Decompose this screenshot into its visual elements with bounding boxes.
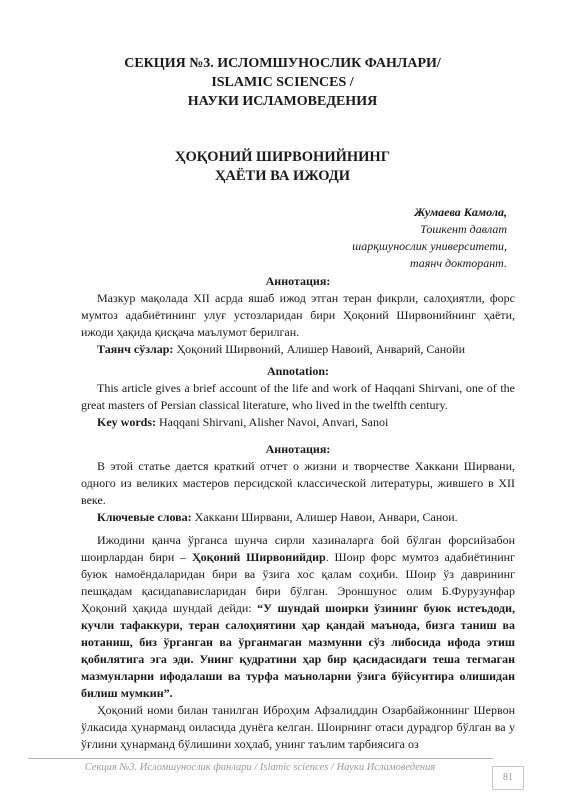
- abstract-uz-heading: Аннотация:: [265, 274, 331, 288]
- abstract-en: [81, 363, 515, 431]
- abstract-ru: [81, 441, 515, 526]
- section-heading-line-2: ISLAMIC SCIENCES /: [211, 75, 354, 90]
- author-affiliation-2: шарқшунослик университети,: [352, 239, 507, 253]
- body-p1-poet-name: Ҳоқоний Ширвонийдир: [191, 550, 326, 564]
- page-number: 81: [492, 766, 524, 790]
- author-block: [352, 204, 507, 272]
- abstract-en-text: This article gives a brief account of the life and work of Haqqani Shirvani, one of the great masters of Persian classical literature, who lived in the twelfth century.: [81, 381, 515, 412]
- body-p1-quote: “У шундай шоирки ўзининг буюк истеъдоди, кучли тафаккури, теран салоҳиятини ҳар қандай маънода, бизга таниш ва нотаниш, биз ўрганган ва ўрганмаган мазмунни сўз либосида ифода этиш қобилятига эга эди. Унинг қудратини ҳар бир қасидасидаги теша тегмаган мазмунларни ифодалаши ва турфа маъноларни ўзига бўйсунтира олишидан билиш мумкин”.: [81, 601, 515, 700]
- article-title-line-1: ҲОҚОНИЙ ШИРВОНИЙНИНГ: [175, 149, 390, 165]
- keywords-uz-label: Таянч сўзлар:: [97, 342, 174, 356]
- keywords-ru: [81, 509, 515, 526]
- author-position: таянч докторант.: [409, 256, 507, 270]
- footer-running-title: Секция №3. Исломшунослик фанлари / Islamic sciences / Науки Исламоведения: [84, 762, 436, 773]
- keywords-uz-text: Ҳоқоний Ширвоний, Алишер Навоий, Анварий, Санойи: [173, 342, 465, 356]
- keywords-ru-label: Ключевые слова:: [97, 510, 192, 524]
- keywords-ru-text: Хаккани Ширвани, Алишер Навои, Анвари, Санои.: [191, 510, 458, 524]
- body-p1-part-a: Ижодини қанча ўрганса шунча сирли хазиналарга бой бўлган форсийзабон шоирлардан бири –: [81, 533, 515, 564]
- article-title-line-2: ҲАЁТИ ВА ИЖОДИ: [214, 168, 351, 184]
- body-p1-part-c: . Шоир форс мумтоз адабиётининг буюк намоёндаларидан бири ва ўзига хос қалам соҳиби. Шоир ўз даврининг пешқадам қасидаnaвисларидан бири бўлган. Эроншунос олим Б.Фурузунфар Ҳоқоний ҳақида шундай дейди:: [81, 550, 516, 615]
- footer-divider: [28, 758, 493, 759]
- keywords-uz: [81, 341, 515, 358]
- author-name: Жумаева Камола,: [414, 205, 507, 219]
- section-heading-line-3: НАУКИ ИСЛАМОВЕДЕНИЯ: [187, 94, 378, 109]
- keywords-en: [81, 414, 515, 431]
- abstract-ru-heading: Аннотация:: [265, 442, 331, 456]
- body-paragraph-1: [81, 532, 515, 702]
- keywords-en-label: Key words:: [97, 415, 156, 429]
- author-affiliation-1: Тошкент давлат: [420, 222, 507, 236]
- abstract-en-heading: Annotation:: [266, 364, 329, 378]
- article-body: [81, 532, 515, 753]
- abstract-uz: [81, 273, 515, 358]
- body-paragraph-2: Ҳоқоний номи билан танилган Иброҳим Афзалиддин Озарбайжоннинг Шервон ўлкасида ҳунарманд оиласида дунёга келган. Шоирнинг отаси дурадгор бўлган ва у ўғлини ҳунарманд бўлишини хоҳлаб, унинг таълим тарбиясига оз: [81, 703, 515, 751]
- section-heading-line-1: СЕКЦИЯ №3. ИСЛОМШУНОСЛИК ФАНЛАРИ/: [124, 56, 441, 71]
- article-title: [60, 148, 505, 186]
- keywords-en-text: Haqqani Shirvani, Alisher Navoi, Anvari, Sanoi: [156, 415, 389, 429]
- section-heading: [60, 54, 505, 111]
- abstract-ru-text: В этой статье дается краткий отчет о жизни и творчестве Хаккани Ширвани, одного из великих мастеров персидской классической литературы, жившего в XII веке.: [81, 459, 515, 507]
- abstract-uz-text: Мазкур мақолада XII асрда яшаб ижод этган теран фикрли, салоҳиятли, форс мумтоз адабиётининг улуғ устозларидан бири Ҳоқоний Ширвонийнинг ҳаёти, ижоди ҳақида қисқача маълумот берилган.: [81, 291, 515, 339]
